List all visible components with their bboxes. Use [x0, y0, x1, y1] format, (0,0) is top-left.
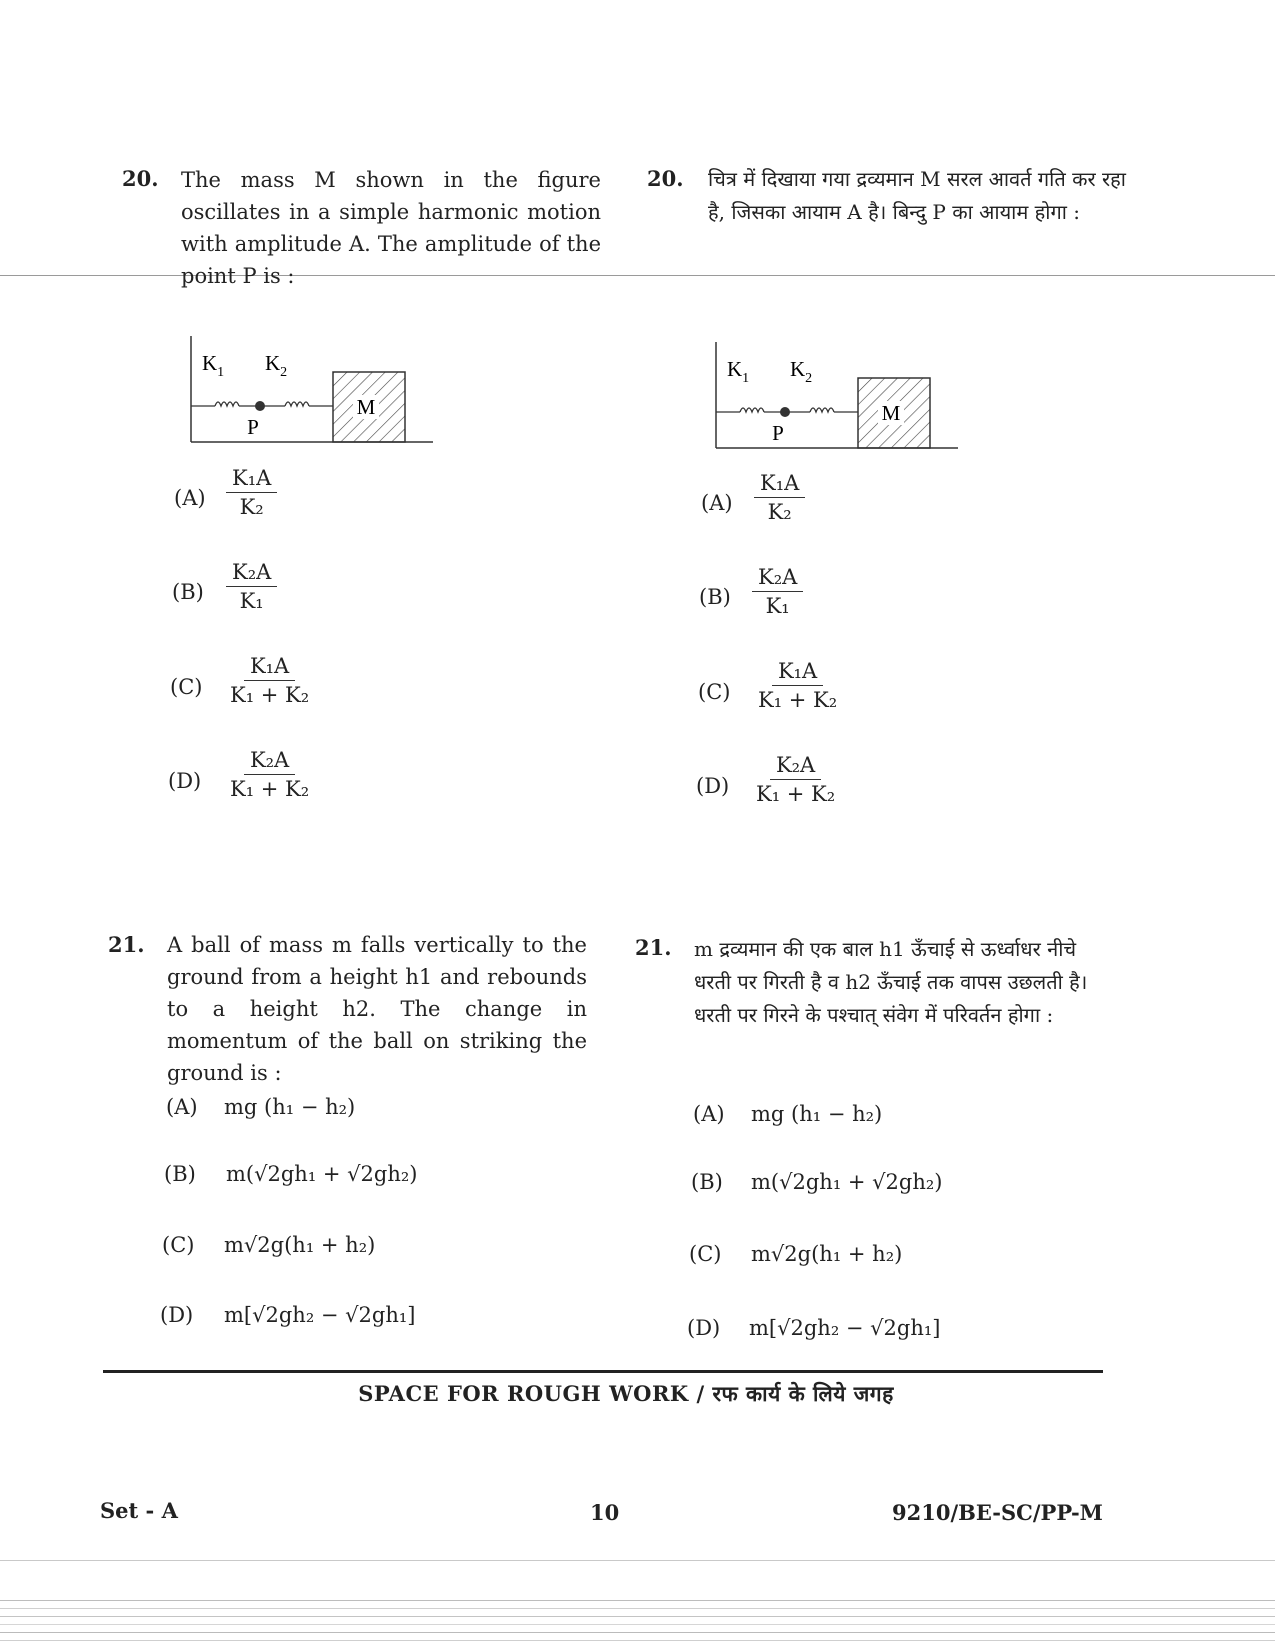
- q20-opt-a-hi[interactable]: $\frac{\text{K₁A}}{\text{K₂}}$: [754, 471, 805, 524]
- q20-opt-c-en[interactable]: [224, 654, 315, 707]
- k2-sub: 2: [280, 365, 288, 380]
- svg-text:K2: $K_2$: [790, 357, 813, 386]
- q20-opt-a-den: K₂: [239, 495, 264, 519]
- svg-text:K1: $K_1$: [202, 351, 225, 380]
- q20-opt-c-hi[interactable]: $\frac{\text{K₁A}}{\text{K₁ + K₂}}$: [758, 659, 838, 712]
- svg-text:K1: $K_1$: [727, 357, 750, 386]
- q21-opt-a-en[interactable]: mg (h₁ − h₂): [224, 1095, 356, 1119]
- q20-opt-c-label-en[interactable]: (C): [170, 675, 203, 699]
- q21-opt-d-label-hi[interactable]: (D): [687, 1316, 721, 1340]
- rough-work-label: SPACE FOR ROUGH WORK / रफ कार्य के लिये जगह: [358, 1381, 894, 1406]
- q21-opt-a-hi[interactable]: mg (h₁ − h₂): [751, 1102, 883, 1126]
- q20-opt-b-num: K₂A: [226, 560, 277, 587]
- point-p-label: P: [247, 415, 259, 439]
- footer-page-number: 10: [590, 1500, 620, 1525]
- svg-text:P: P: [772, 421, 784, 445]
- q20-opt-d-label-en[interactable]: (D): [168, 769, 202, 793]
- q20-opt-b-label-en[interactable]: (B): [172, 580, 204, 604]
- q20-opt-d-en[interactable]: [224, 748, 315, 801]
- q20-number-hi: 20.: [647, 166, 684, 191]
- q21-opt-d-label-en[interactable]: (D): [160, 1303, 194, 1327]
- q20-opt-d-hi[interactable]: $\frac{\text{K₂A}}{\text{K₁ + K₂}}$: [756, 753, 836, 806]
- q20-figure-en: [185, 330, 435, 450]
- q20-opt-b-hi[interactable]: $\frac{\text{K₂A}}{\text{K₁}}$: [752, 565, 803, 618]
- q20-number-en: 20.: [122, 166, 159, 191]
- q21-opt-d-hi[interactable]: m[√2gh₂ − √2gh₁]: [749, 1316, 941, 1340]
- mass-label: M: [356, 395, 376, 419]
- q20-opt-b-en[interactable]: [226, 560, 277, 613]
- q20-opt-c-label-hi[interactable]: (C): [698, 680, 731, 704]
- q20-text-hi: चित्र में दिखाया गया द्रव्यमान M सरल आवर्त गति कर रहा है, जिसका आयाम A है। बिन्दु P का आयाम होगा :: [708, 167, 1126, 224]
- q20-opt-c-den: K₁ + K₂: [230, 683, 310, 707]
- q21-opt-d-en[interactable]: m[√2gh₂ − √2gh₁]: [224, 1303, 416, 1327]
- q21-text-hi: m द्रव्यमान की एक बाल h1 ऊँचाई से ऊर्ध्वाधर नीचे धरती पर गिरती है व h2 ऊँचाई तक वापस उछलती है। धरती पर गिरने के पश्चात् संवेग में परिवर्तन होगा :: [694, 937, 1088, 1027]
- q20-figure-hi: [710, 336, 960, 456]
- q21-text-en: A ball of mass m falls vertically to the ground from a height h1 and rebounds to a height h2. The change in momentum of the ball on striking the ground is :: [167, 933, 587, 1085]
- q20-opt-b-den: K₁: [239, 589, 264, 613]
- q21-opt-c-hi[interactable]: m√2g(h₁ + h₂): [751, 1242, 903, 1266]
- q21-opt-c-en[interactable]: m√2g(h₁ + h₂): [224, 1233, 376, 1257]
- q21-number-en: 21.: [108, 932, 145, 957]
- q21-opt-b-en[interactable]: m(√2gh₁ + √2gh₂): [226, 1162, 418, 1186]
- footer-set: Set - A: [100, 1498, 178, 1523]
- q20-opt-a-en[interactable]: [226, 466, 277, 519]
- q21-opt-b-hi[interactable]: m(√2gh₁ + √2gh₂): [751, 1170, 943, 1194]
- q21-number-hi: 21.: [635, 935, 672, 960]
- q21-opt-a-label-hi[interactable]: (A): [693, 1102, 725, 1126]
- q20-opt-a-label-en[interactable]: (A): [174, 486, 206, 510]
- q20-opt-d-num: K₂A: [244, 748, 295, 775]
- k1-sub: 1: [217, 365, 225, 380]
- svg-text:M: M: [881, 401, 901, 425]
- q21-opt-b-label-hi[interactable]: (B): [691, 1170, 723, 1194]
- q20-opt-c-num: K₁A: [244, 654, 295, 681]
- rough-work-rule: [103, 1370, 1103, 1373]
- q21-opt-c-label-en[interactable]: (C): [162, 1233, 195, 1257]
- q21-opt-b-label-en[interactable]: (B): [164, 1162, 196, 1186]
- q20-opt-d-label-hi[interactable]: (D): [696, 774, 730, 798]
- footer-paper-code: 9210/BE-SC/PP-M: [892, 1500, 1103, 1525]
- q20-opt-a-num: K₁A: [226, 466, 277, 493]
- q21-opt-c-label-hi[interactable]: (C): [689, 1242, 722, 1266]
- q20-opt-d-den: K₁ + K₂: [230, 777, 310, 801]
- q21-opt-a-label-en[interactable]: (A): [166, 1095, 198, 1119]
- q20-text-en: The mass M shown in the figure oscillates in a simple harmonic motion with amplitude A. The amplitude of the point P is :: [181, 168, 601, 288]
- svg-text:K2: $K_2$: [265, 351, 288, 380]
- q20-opt-b-label-hi[interactable]: (B): [699, 585, 731, 609]
- q20-opt-a-label-hi[interactable]: (A): [701, 491, 733, 515]
